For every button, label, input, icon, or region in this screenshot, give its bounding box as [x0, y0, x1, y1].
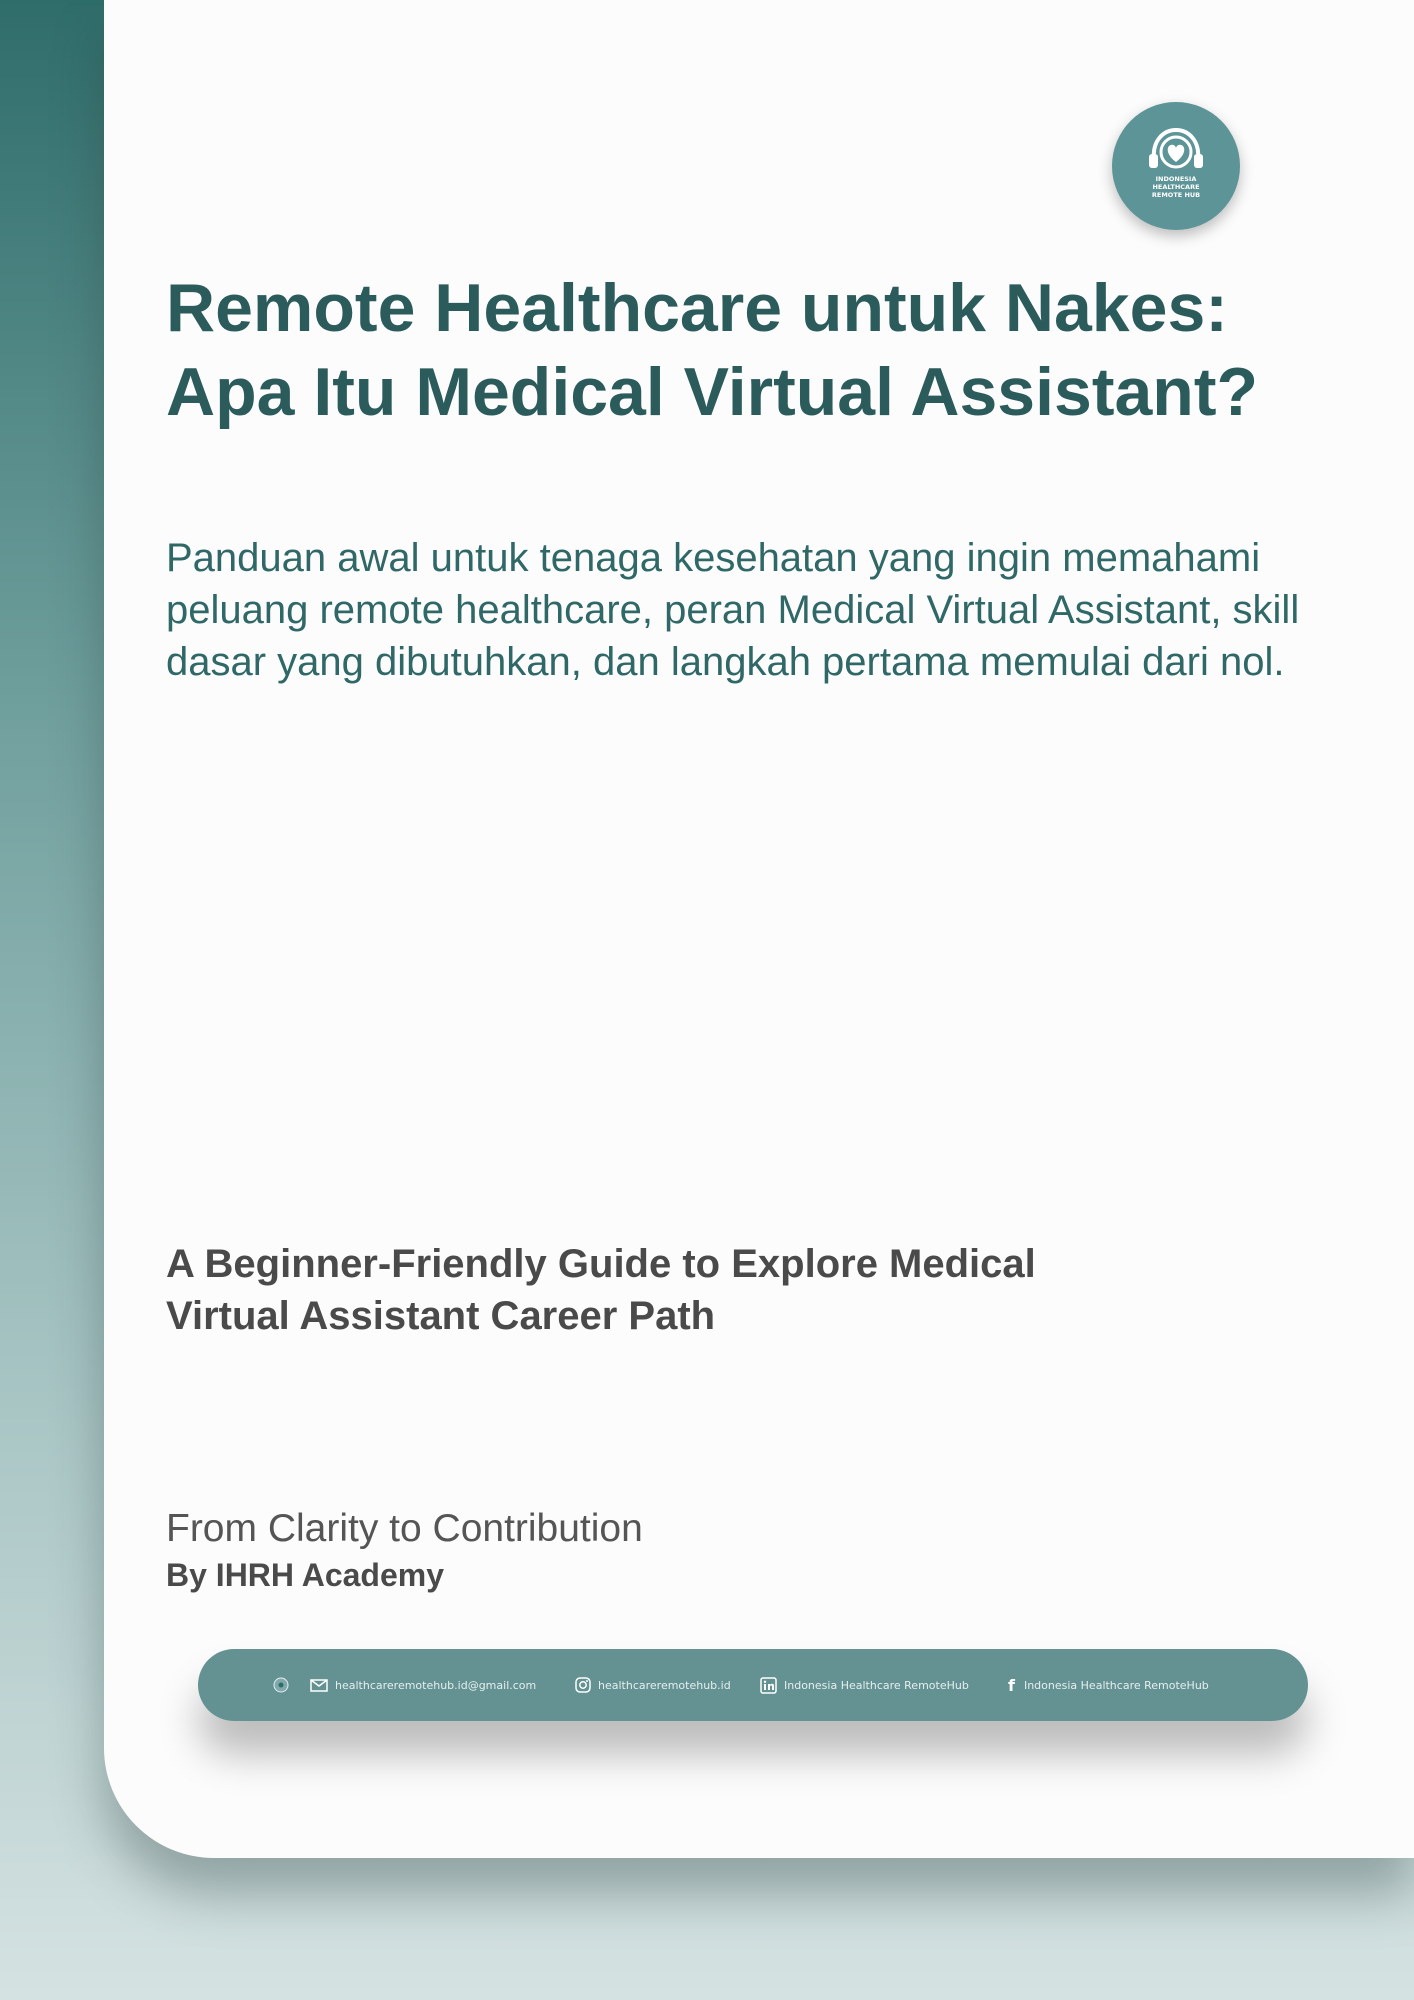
- logo-dot-icon: [273, 1677, 289, 1693]
- cover-tagline: A Beginner-Friendly Guide to Explore Medical Virtual Assistant Career Path: [166, 1242, 1036, 1338]
- footer-linkedin[interactable]: [760, 1649, 969, 1721]
- cover-motto: From Clarity to Contribution: [166, 1507, 643, 1550]
- brand-logo: [1112, 102, 1240, 230]
- headset-heart-icon: [1142, 126, 1210, 176]
- footer-email[interactable]: [310, 1649, 536, 1721]
- footer-email-text: healthcareremotehub.id@gmail.com: [335, 1678, 537, 1692]
- mail-icon: [310, 1679, 328, 1692]
- footer-linkedin-text: Indonesia Healthcare RemoteHub: [784, 1678, 969, 1692]
- cover-byline: By IHRH Academy: [166, 1557, 445, 1593]
- facebook-icon: f: [1008, 1675, 1015, 1695]
- linkedin-icon: [760, 1677, 777, 1694]
- cover-subtitle: Panduan awal untuk tenaga kesehatan yang ingin memahami peluang remote healthcare, peran Medical Virtual Assistant, skill dasar yang dibutuhkan, dan langkah pertama memulai dari nol.: [166, 536, 1300, 684]
- footer-facebook[interactable]: [1008, 1649, 1209, 1721]
- logo-text: INDONESIA HEALTHCARE REMOTE HUB: [1151, 175, 1201, 199]
- footer-facebook-text: Indonesia Healthcare RemoteHub: [1023, 1678, 1209, 1692]
- cover-title: Remote Healthcare untuk Nakes: Apa Itu Medical Virtual Assistant?: [166, 270, 1259, 430]
- contact-footer-bar: [198, 1649, 1308, 1721]
- footer-instagram[interactable]: [575, 1649, 731, 1721]
- footer-instagram-text: healthcareremotehub.id: [598, 1678, 731, 1692]
- instagram-icon: [575, 1677, 591, 1693]
